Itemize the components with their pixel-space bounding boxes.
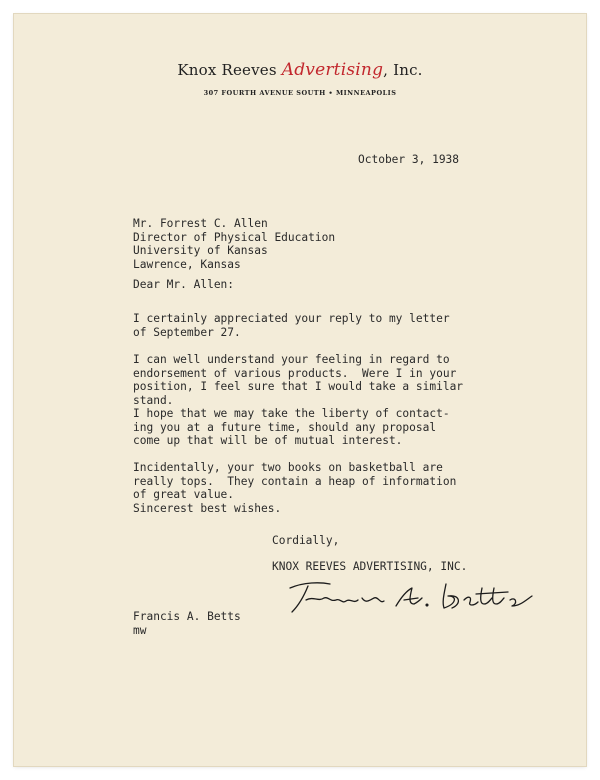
company-address: 307 FOURTH AVENUE SOUTH • MINNEAPOLIS xyxy=(203,89,397,97)
signer-name: Francis A. Betts xyxy=(133,610,241,623)
company-name-suffix: , Inc. xyxy=(383,61,423,79)
letter-date: October 3, 1938 xyxy=(358,153,460,166)
recipient-address xyxy=(133,217,335,271)
recipient-city: Lawrence, Kansas xyxy=(133,257,241,271)
letterhead xyxy=(14,60,586,97)
body-paragraph: I certainly appreciated your reply to my letter of September 27. xyxy=(133,312,450,339)
body-paragraph: I can well understand your feeling in regard to endorsement of various products. Were I in your position, I feel sure that I would take a similar stand. xyxy=(133,353,464,407)
body-paragraph: Incidentally, your two books on basketball are really tops. They contain a heap of information of great value. xyxy=(133,461,457,501)
complimentary-close: Cordially, xyxy=(272,534,340,547)
recipient-name: Mr. Forrest C. Allen xyxy=(133,217,268,230)
company-name-script: Advertising xyxy=(281,60,384,80)
handwritten-signature xyxy=(284,574,544,618)
body-paragraph: Sincerest best wishes. xyxy=(133,502,282,515)
salutation: Dear Mr. Allen: xyxy=(133,278,235,291)
body-paragraph: I hope that we may take the liberty of contact- ing you at a future time, should any proposal come up that will be of mutual interest. xyxy=(133,407,450,447)
typist-initials: mw xyxy=(133,624,147,637)
company-name-first: Knox Reeves xyxy=(177,61,282,79)
recipient-title: Director of Physical Education xyxy=(133,230,336,244)
company-signature-block: KNOX REEVES ADVERTISING, INC. xyxy=(272,560,468,573)
recipient-institution: University of Kansas xyxy=(133,244,268,257)
company-name xyxy=(14,60,586,80)
letter-page xyxy=(14,14,586,766)
